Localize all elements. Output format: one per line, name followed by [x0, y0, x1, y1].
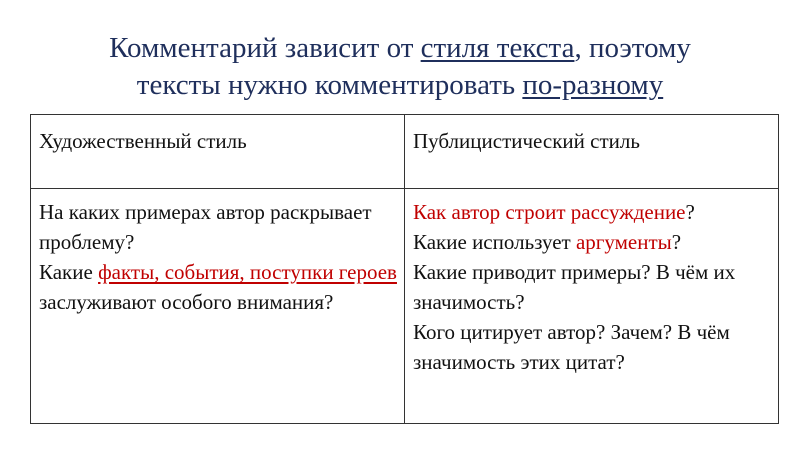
title-text-3: тексты нужно комментировать: [136, 69, 523, 101]
slide-title: [0, 30, 800, 104]
cell-artistic-questions: [31, 189, 405, 424]
artistic-q2-prefix: Какие: [39, 260, 99, 284]
comparison-table: [30, 114, 779, 424]
artistic-q2-highlight: факты, события, поступки героев: [98, 260, 397, 284]
publicistic-question-1: [413, 197, 772, 227]
title-underlined-differently: по-разному: [522, 69, 664, 101]
publicistic-q1-suffix: ?: [685, 200, 695, 224]
table-row: [31, 189, 779, 424]
title-text-2: , поэтому: [574, 32, 691, 64]
title-underlined-style: стиля текста: [420, 32, 575, 64]
artistic-q2-suffix: заслуживают особого внимания?: [39, 290, 334, 314]
publicistic-q2-prefix: Какие использует: [413, 230, 576, 254]
table-header-row: [31, 115, 779, 189]
publicistic-question-3: Какие приводит примеры? В чём их значимость?: [413, 260, 736, 314]
title-line-2: [0, 67, 800, 104]
title-line-1: [0, 30, 800, 67]
publicistic-q2-highlight: аргументы: [575, 230, 672, 254]
title-text-1: Комментарий зависит от: [109, 32, 421, 64]
header-publicistic-style: Публицистический стиль: [405, 115, 779, 189]
publicistic-q1-highlight: Как автор строит рассуждение: [413, 200, 686, 224]
artistic-question-1: На каких примерах автор раскрывает проблему?: [39, 200, 372, 254]
header-artistic-style: Художественный стиль: [31, 115, 405, 189]
cell-publicistic-questions: [405, 189, 779, 424]
publicistic-q2-suffix: ?: [671, 230, 682, 254]
publicistic-question-4: Кого цитирует автор? Зачем? В чём значимость этих цитат?: [413, 320, 730, 374]
artistic-question-2: [39, 257, 398, 317]
publicistic-question-2: [413, 227, 772, 257]
